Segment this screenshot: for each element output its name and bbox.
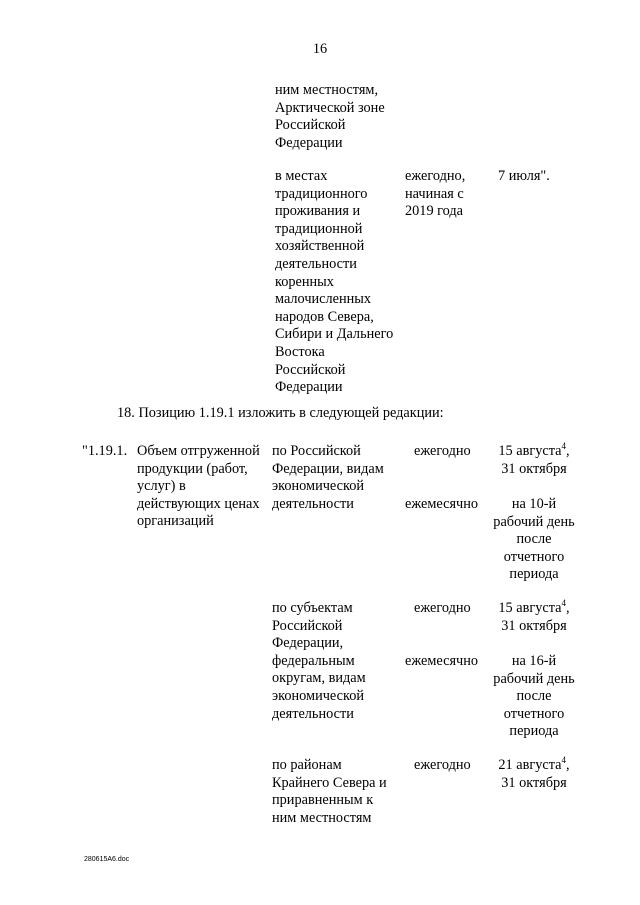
continuation-scope-cell xyxy=(275,82,385,152)
text-line: деятельности xyxy=(275,255,357,272)
page-number: 16 xyxy=(312,41,328,57)
text-line: начиная с xyxy=(405,185,464,202)
text-line: народов Севера, xyxy=(275,308,374,325)
text-line: Федерации, видам xyxy=(272,460,384,477)
deadline-suffix: , xyxy=(566,443,570,459)
text-line: коренных xyxy=(275,273,334,290)
text-line: ежегодно, xyxy=(405,168,466,184)
text-line: Востока xyxy=(275,343,325,360)
text-line: Российской xyxy=(272,617,343,634)
text-line: продукции (работ, xyxy=(137,460,248,477)
text-line: отчетного xyxy=(503,548,565,565)
text-line: рабочий день xyxy=(493,513,575,530)
text-line: действующих ценах xyxy=(137,495,260,512)
periodicity-cell: ежегодно xyxy=(414,600,471,616)
periodicity-cell xyxy=(405,168,465,221)
text-line: периода xyxy=(509,566,559,583)
deadline-date: 21 августа xyxy=(498,757,562,773)
text-line: после xyxy=(516,688,552,705)
text-line: по Российской xyxy=(272,443,361,459)
text-line: хозяйственной xyxy=(275,238,365,255)
text-line: Федерации xyxy=(275,134,343,151)
scope-cell xyxy=(272,757,387,827)
text-line: экономической xyxy=(272,478,364,495)
text-line: федеральным xyxy=(272,652,355,669)
deadline-suffix: , xyxy=(566,757,570,773)
text-line: Крайнего Севера и xyxy=(272,774,387,791)
text-line: организаций xyxy=(137,513,214,530)
periodicity-cell: ежемесячно xyxy=(405,496,479,512)
deadline-cell xyxy=(480,653,588,741)
text-line: периода xyxy=(509,723,559,740)
periodicity-cell: ежегодно xyxy=(414,443,471,459)
text-line: по районам xyxy=(272,757,342,773)
text-line: ним местностям, xyxy=(275,82,379,98)
periodicity-cell: ежемесячно xyxy=(405,653,479,669)
text-line: проживания и xyxy=(275,203,361,220)
text-line: традиционного xyxy=(275,185,368,202)
text-line: после xyxy=(516,531,552,548)
text-line: 7 июля". xyxy=(498,168,550,184)
text-line: услуг) в xyxy=(137,478,186,495)
text-line: 31 октября xyxy=(501,774,567,791)
text-line: 2019 года xyxy=(405,203,464,220)
deadline-date: 15 августа xyxy=(498,443,562,459)
text-line: отчетного xyxy=(503,705,565,722)
deadline-cell xyxy=(480,443,588,478)
text-line: Российской xyxy=(275,361,346,378)
deadline-suffix: , xyxy=(566,600,570,616)
deadline-cell xyxy=(498,168,550,186)
deadline-cell xyxy=(480,757,588,792)
text-line: Федерации xyxy=(275,379,343,396)
text-line: Объем отгруженной xyxy=(137,443,260,459)
text-line: Российской xyxy=(275,117,346,134)
periodicity-cell: ежегодно xyxy=(414,757,471,773)
text-line: по субъектам xyxy=(272,600,353,616)
text-line: рабочий день xyxy=(493,670,575,687)
text-line: деятельности xyxy=(272,705,354,722)
text-line: экономической xyxy=(272,687,364,704)
deadline-cell xyxy=(480,600,588,635)
text-line: деятельности xyxy=(272,495,354,512)
text-line: малочисленных xyxy=(275,291,372,308)
text-line: Арктической зоне xyxy=(275,99,385,116)
text-line: в местах xyxy=(275,168,328,184)
text-line: традиционной xyxy=(275,220,363,237)
deadline-cell xyxy=(480,496,588,584)
paragraph-18: 18. Позицию 1.19.1 изложить в следующей редакции: xyxy=(117,405,444,421)
text-line: 31 октября xyxy=(501,460,567,477)
scope-cell xyxy=(275,168,393,397)
text-line: приравненным к xyxy=(272,792,374,809)
text-line: округам, видам xyxy=(272,670,366,687)
text-line: на 10-й xyxy=(511,496,557,512)
text-line: на 16-й xyxy=(511,653,557,669)
text-line: Сибири и Дальнего xyxy=(275,326,394,343)
deadline-date: 15 августа xyxy=(498,600,562,616)
footnote-mark: 4 xyxy=(561,755,566,766)
text-line: Федерации, xyxy=(272,635,344,652)
footnote-mark: 4 xyxy=(561,441,566,452)
footnote-mark: 4 xyxy=(561,598,566,609)
text-line: ним местностям xyxy=(272,809,372,826)
scope-cell xyxy=(272,443,384,513)
text-line: 31 октября xyxy=(501,617,567,634)
position-number: "1.19.1. xyxy=(82,443,128,459)
footer-filename: 280615A6.doc xyxy=(84,856,130,863)
scope-cell xyxy=(272,600,366,723)
indicator-cell xyxy=(137,443,260,531)
